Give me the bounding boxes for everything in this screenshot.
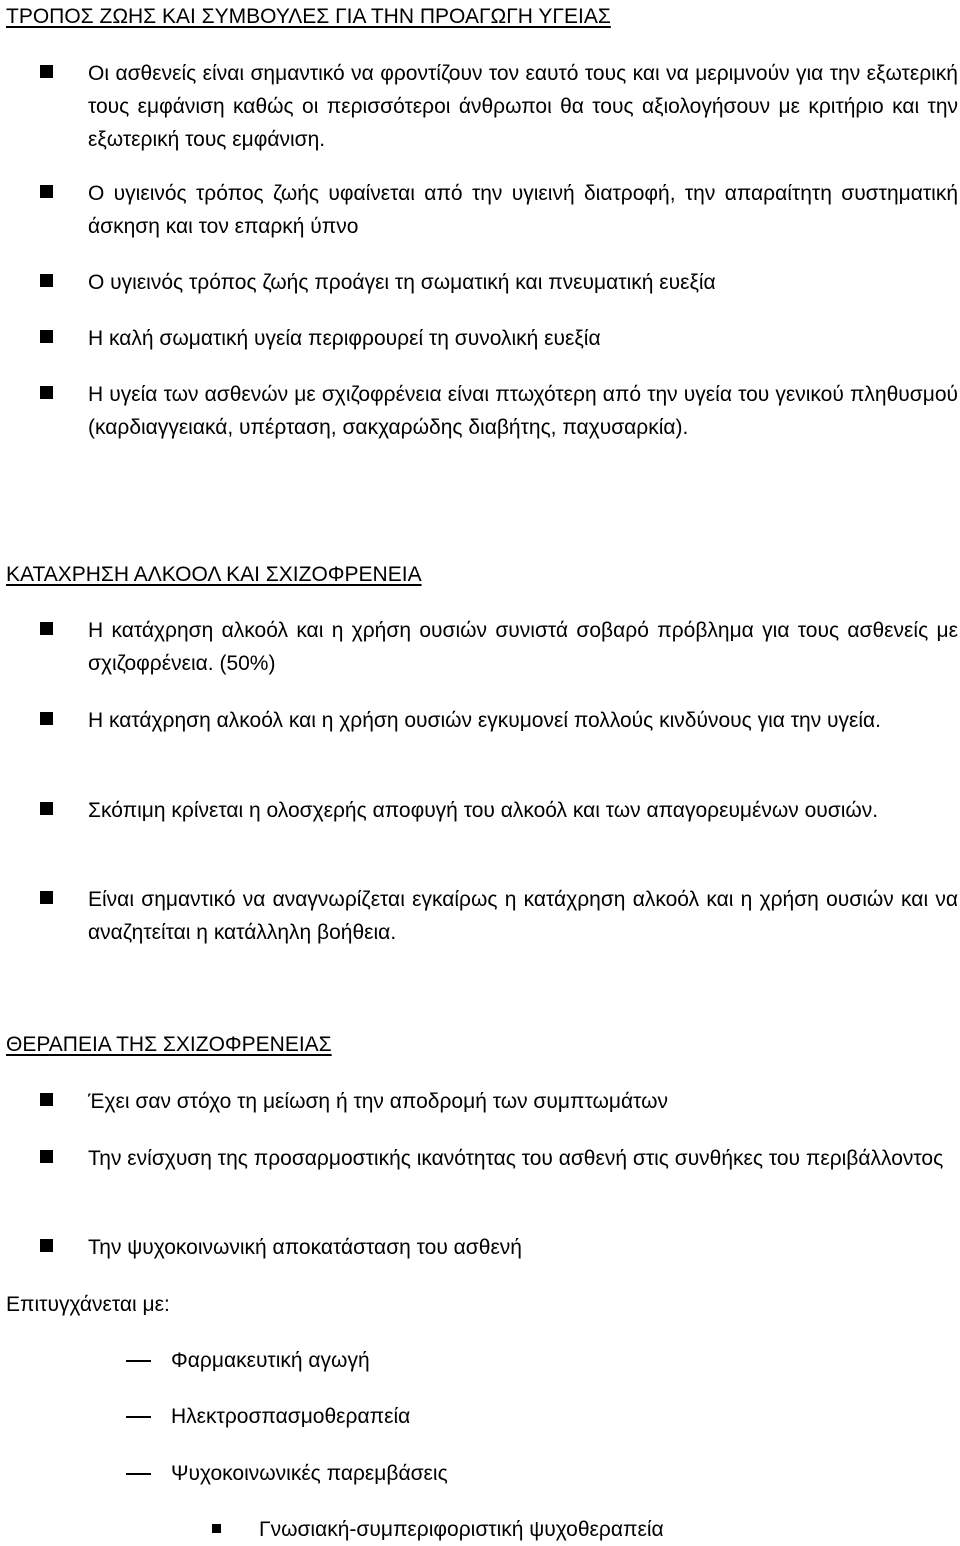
heading-treatment: ΘΕΡΑΠΕΙΑ ΤΗΣ ΣΧΙΖΟΦΡΕΝΕΙΑΣ: [6, 1033, 332, 1056]
square-bullet-icon: [40, 330, 53, 343]
dash-list-item-text: Ψυχοκοινωνικές παρεμβάσεις: [171, 1462, 448, 1485]
square-bullet-icon: [40, 65, 53, 78]
square-bullet-icon: [40, 712, 53, 725]
list-item-text: Έχει σαν στόχο τη μείωση ή την αποδρομή των συμπτωμάτων: [88, 1090, 668, 1113]
square-bullet-icon: [40, 1093, 53, 1106]
sub-list-item-text: Γνωσιακή-συμπεριφοριστική ψυχοθεραπεία: [259, 1518, 664, 1541]
dash-bullet-icon: [126, 1360, 151, 1362]
list-item-text: Σκόπιμη κρίνεται η ολοσχερής αποφυγή του αλκοόλ και των απαγορευμένων ουσιών.: [88, 799, 879, 822]
list-item-text: Την ενίσχυση της προσαρμοστικής ικανότητας του ασθενή στις συνθήκες του περιβάλλοντος: [88, 1147, 944, 1170]
heading-lifestyle: ΤΡΟΠΟΣ ΖΩΗΣ ΚΑΙ ΣΥΜΒΟΥΛΕΣ ΓΙΑ ΤΗΝ ΠΡΟΑΓΩΓΗ ΥΓΕΙΑΣ: [6, 5, 611, 28]
list-item-text: Ο υγιεινός τρόπος ζωής υφαίνεται από την υγιεινή διατροφή, την απαραίτητη συστηματική άσκηση και τον επαρκή ύπνο: [88, 182, 958, 238]
means-label: Επιτυγχάνεται με:: [6, 1293, 170, 1316]
square-bullet-icon: [40, 185, 53, 198]
list-item-text: Οι ασθενείς είναι σημαντικό να φροντίζουν τον εαυτό τους και να μεριμνούν για την εξωτερική τους εμφάνιση καθώς οι περισσότεροι άνθρωποι θα τους αξιολογήσουν με κριτήριο και την εξωτερική τους εμφάνιση.: [88, 62, 958, 151]
square-bullet-icon: [40, 802, 53, 815]
list-item-text: Είναι σημαντικό να αναγνωρίζεται εγκαίρως η κατάχρηση αλκοόλ και η χρήση ουσιών και να αναζητείται η κατάλληλη βοήθεια.: [88, 888, 958, 944]
square-bullet-icon: [40, 891, 53, 904]
heading-alcohol: ΚΑΤΑΧΡΗΣΗ ΑΛΚΟΟΛ ΚΑΙ ΣΧΙΖΟΦΡΕΝΕΙΑ: [6, 563, 422, 586]
list-item-text: Την ψυχοκοινωνική αποκατάσταση του ασθενή: [88, 1236, 522, 1259]
list-item-text: Ο υγιεινός τρόπος ζωής προάγει τη σωματική και πνευματική ευεξία: [88, 271, 716, 294]
dash-bullet-icon: [126, 1473, 151, 1475]
square-bullet-icon: [40, 386, 53, 399]
dash-list-item-text: Φαρμακευτική αγωγή: [171, 1349, 370, 1372]
square-bullet-icon: [40, 1239, 53, 1252]
square-bullet-icon: [40, 622, 53, 635]
dash-list-item-text: Ηλεκτροσπασμοθεραπεία: [171, 1405, 411, 1428]
dash-bullet-icon: [126, 1416, 151, 1418]
list-item-text: Η κατάχρηση αλκοόλ και η χρήση ουσιών συνιστά σοβαρό πρόβλημα για τους ασθενείς με σχιζοφρένεια. (50%): [88, 619, 958, 675]
list-item-text: Η καλή σωματική υγεία περιφρουρεί τη συνολική ευεξία: [88, 327, 601, 350]
list-item-text: Η υγεία των ασθενών με σχιζοφρένεια είναι πτωχότερη από την υγεία του γενικού πληθυσμού (καρδιαγγειακά, υπέρταση, σακχαρώδης διαβήτης, παχυσαρκία).: [88, 383, 958, 439]
small-square-bullet-icon: [212, 1524, 221, 1533]
list-item-text: Η κατάχρηση αλκοόλ και η χρήση ουσιών εγκυμονεί πολλούς κινδύνους για την υγεία.: [88, 709, 882, 732]
square-bullet-icon: [40, 1150, 53, 1163]
square-bullet-icon: [40, 274, 53, 287]
